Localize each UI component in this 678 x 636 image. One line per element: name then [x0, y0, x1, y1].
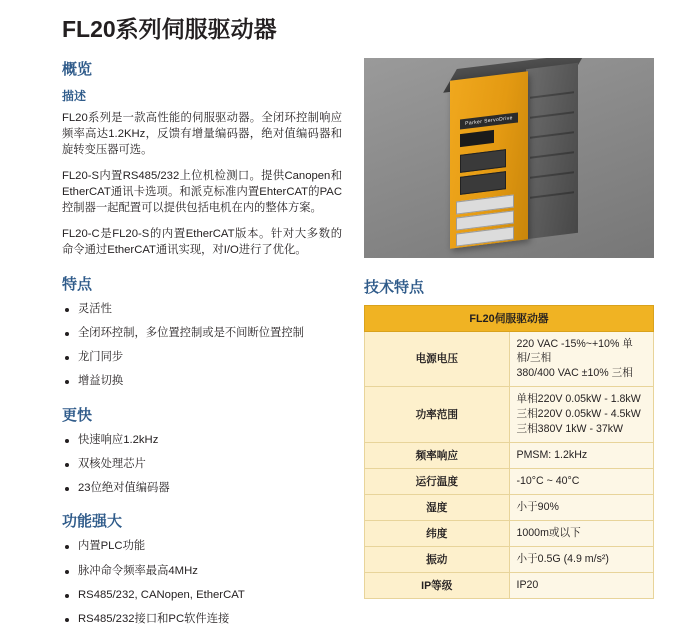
table-header-cell: FL20伺服驱动器	[365, 305, 654, 331]
list-item: 全闭环控制，多位置控制或是不间断位置控制	[62, 326, 342, 341]
drive-heatsink	[526, 62, 578, 238]
row-value	[509, 331, 654, 386]
product-photo	[364, 58, 654, 258]
row-label: 纬度	[365, 520, 510, 546]
description-heading: 描述	[62, 88, 87, 103]
row-value	[509, 546, 654, 572]
row-value	[509, 468, 654, 494]
row-label: 频率响应	[365, 442, 510, 468]
row-label: 运行温度	[365, 468, 510, 494]
feature-block-faster	[62, 404, 342, 497]
value-line: -10°C ~ 40°C	[516, 474, 580, 487]
feature-list	[62, 539, 342, 627]
row-value	[509, 442, 654, 468]
row-value	[509, 572, 654, 598]
feature-heading: 功能强大	[62, 513, 123, 531]
page-title: FL20系列伺服驱动器	[62, 16, 277, 42]
overview-heading: 概览	[62, 60, 93, 78]
list-item: 内置PLC功能	[62, 539, 342, 554]
left-column	[62, 58, 342, 636]
list-item: 双核处理芯片	[62, 457, 342, 472]
value-line: 小于0.5G (4.9 m/s²)	[516, 552, 609, 565]
feature-heading: 特点	[62, 275, 93, 293]
list-item: 脉冲命令频率最高4MHz	[62, 564, 342, 579]
row-label: 振动	[365, 546, 510, 572]
feature-list	[62, 302, 342, 390]
table-row	[365, 387, 654, 442]
row-label: 功率范围	[365, 387, 510, 442]
row-label: IP等级	[365, 572, 510, 598]
list-item: 龙门同步	[62, 350, 342, 365]
value-line: IP20	[516, 578, 539, 591]
row-value	[509, 520, 654, 546]
list-item: 增益切换	[62, 374, 342, 389]
value-line: 380/400 VAC ±10% 三相	[516, 367, 633, 380]
drive-brand-label: Parker ServoDrive	[460, 112, 518, 129]
value-line: 单相220V 0.05kW - 1.8kW	[516, 393, 641, 406]
row-value	[509, 387, 654, 442]
list-item: 快速响应1.2kHz	[62, 433, 342, 448]
table-row	[365, 494, 654, 520]
feature-block-powerful	[62, 510, 342, 627]
list-item: RS485/232, CANopen, EtherCAT	[62, 588, 342, 603]
value-line: 三相380V 1kW - 37kW	[516, 422, 624, 435]
content-columns	[62, 58, 660, 636]
value-line: 220 VAC -15%~+10% 单相/三相	[516, 337, 633, 365]
list-item: RS485/232接口和PC软件连接	[62, 612, 342, 627]
table-row	[365, 546, 654, 572]
value-line: 小于90%	[516, 500, 559, 513]
table-row	[365, 442, 654, 468]
row-label: 电源电压	[365, 331, 510, 386]
feature-block-characteristics	[62, 273, 342, 390]
table-row	[365, 468, 654, 494]
description-paragraph: FL20-S内置RS485/232上位机检测口。提供Canopen和EtherCAT通讯卡选项。和派克标准内置EhterCAT的PAC控制器一起配置可以提供包括电机在内的整体方案。	[62, 169, 342, 215]
list-item: 灵活性	[62, 302, 342, 317]
table-row	[365, 572, 654, 598]
value-line: 三相220V 0.05kW - 4.5kW	[516, 407, 641, 420]
right-column	[342, 58, 660, 599]
row-value	[509, 494, 654, 520]
feature-list	[62, 433, 342, 497]
description-paragraph: FL20系列是一款高性能的伺服驱动器。全闭环控制响应频率高达1.2KHz，反馈有增量编码器，绝对值编码器和旋转变压器可选。	[62, 111, 342, 157]
description-paragraph: FL20-C是FL20-S的内置EtherCAT版本。针对大多数的命令通过EtherCAT通讯实现，对I/O进行了优化。	[62, 227, 342, 257]
table-header-row	[365, 305, 654, 331]
description-body	[62, 110, 342, 259]
list-item: 23位绝对值编码器	[62, 481, 342, 496]
table-row	[365, 331, 654, 386]
row-label: 湿度	[365, 494, 510, 520]
tech-specs-table	[364, 305, 654, 599]
feature-heading: 更快	[62, 406, 93, 424]
tech-specs-heading: 技术特点	[364, 278, 425, 296]
value-line: PMSM: 1.2kHz	[516, 448, 588, 461]
table-row	[365, 520, 654, 546]
value-line: 1000m或以下	[516, 526, 581, 539]
